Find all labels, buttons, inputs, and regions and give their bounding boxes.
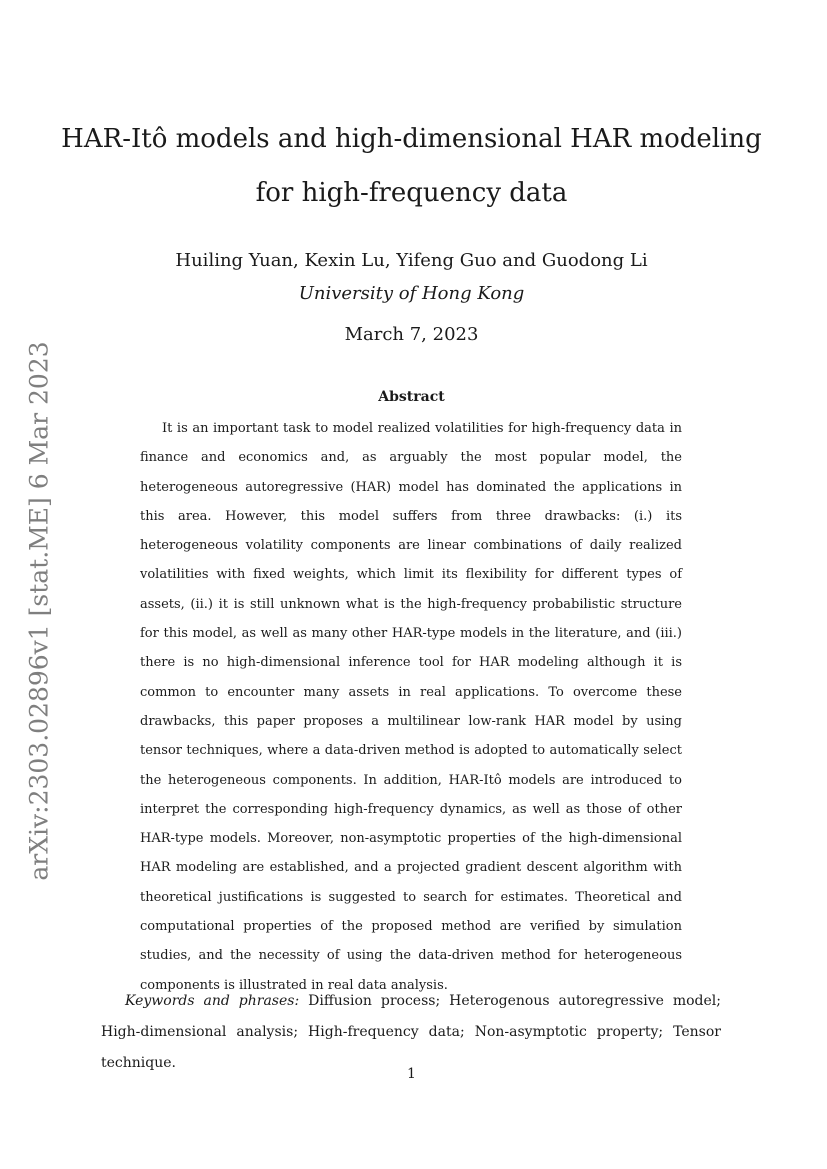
abstract-heading: Abstract	[378, 389, 445, 405]
keywords-label: Keywords and phrases:	[125, 993, 300, 1009]
page-number: 1	[407, 1066, 416, 1082]
keywords-text: Diffusion process; Heterogenous autoregressive model; High-dimensional analysis; High-frequency data; Non-asymptotic property; Tensor technique.	[101, 993, 721, 1071]
author-list: Huiling Yuan, Kexin Lu, Yifeng Guo and Guodong Li	[175, 250, 648, 271]
paper-title	[60, 112, 763, 220]
abstract-text: It is an important task to model realized volatilities for high-frequency data in finance and economics and, as arguably the most popular model, the heterogeneous autoregressive (HAR) model has dominated the applications in this area. However, this model suffers from three drawbacks: (i.) its heterogeneous volatility components are linear combinations of daily realized volatilities with fixed weights, which limit its flexibility for different types of assets, (ii.) it is still unknown what is the high-frequency probabilistic structure for this model, as well as many other HAR-type models in the literature, and (iii.) there is no high-dimensional inference tool for HAR modeling although it is common to encounter many assets in real applications. To overcome these drawbacks, this paper proposes a multilinear low-rank HAR model by using tensor techniques, where a data-driven method is adopted to automatically select the heterogeneous components. In addition, HAR-Itô models are introduced to interpret the corresponding high-frequency dynamics, as well as those of other HAR-type models. Moreover, non-asymptotic properties of the high-dimensional HAR modeling are established, and a projected gradient descent algorithm with theoretical justifications is suggested to search for estimates. Theoretical and computational properties of the proposed method are verified by simulation studies, and the necessity of using the data-driven method for heterogeneous components is illustrated in real data analysis.	[140, 421, 682, 993]
title-line-1: HAR-Itô models and high-dimensional HAR modeling	[61, 124, 762, 154]
title-line-2: for high-frequency data	[255, 178, 568, 208]
publication-date: March 7, 2023	[344, 324, 479, 345]
arxiv-identifier-stamp: arXiv:2303.02896v1 [stat.ME] 6 Mar 2023	[24, 341, 54, 881]
affiliation: University of Hong Kong	[298, 283, 525, 304]
